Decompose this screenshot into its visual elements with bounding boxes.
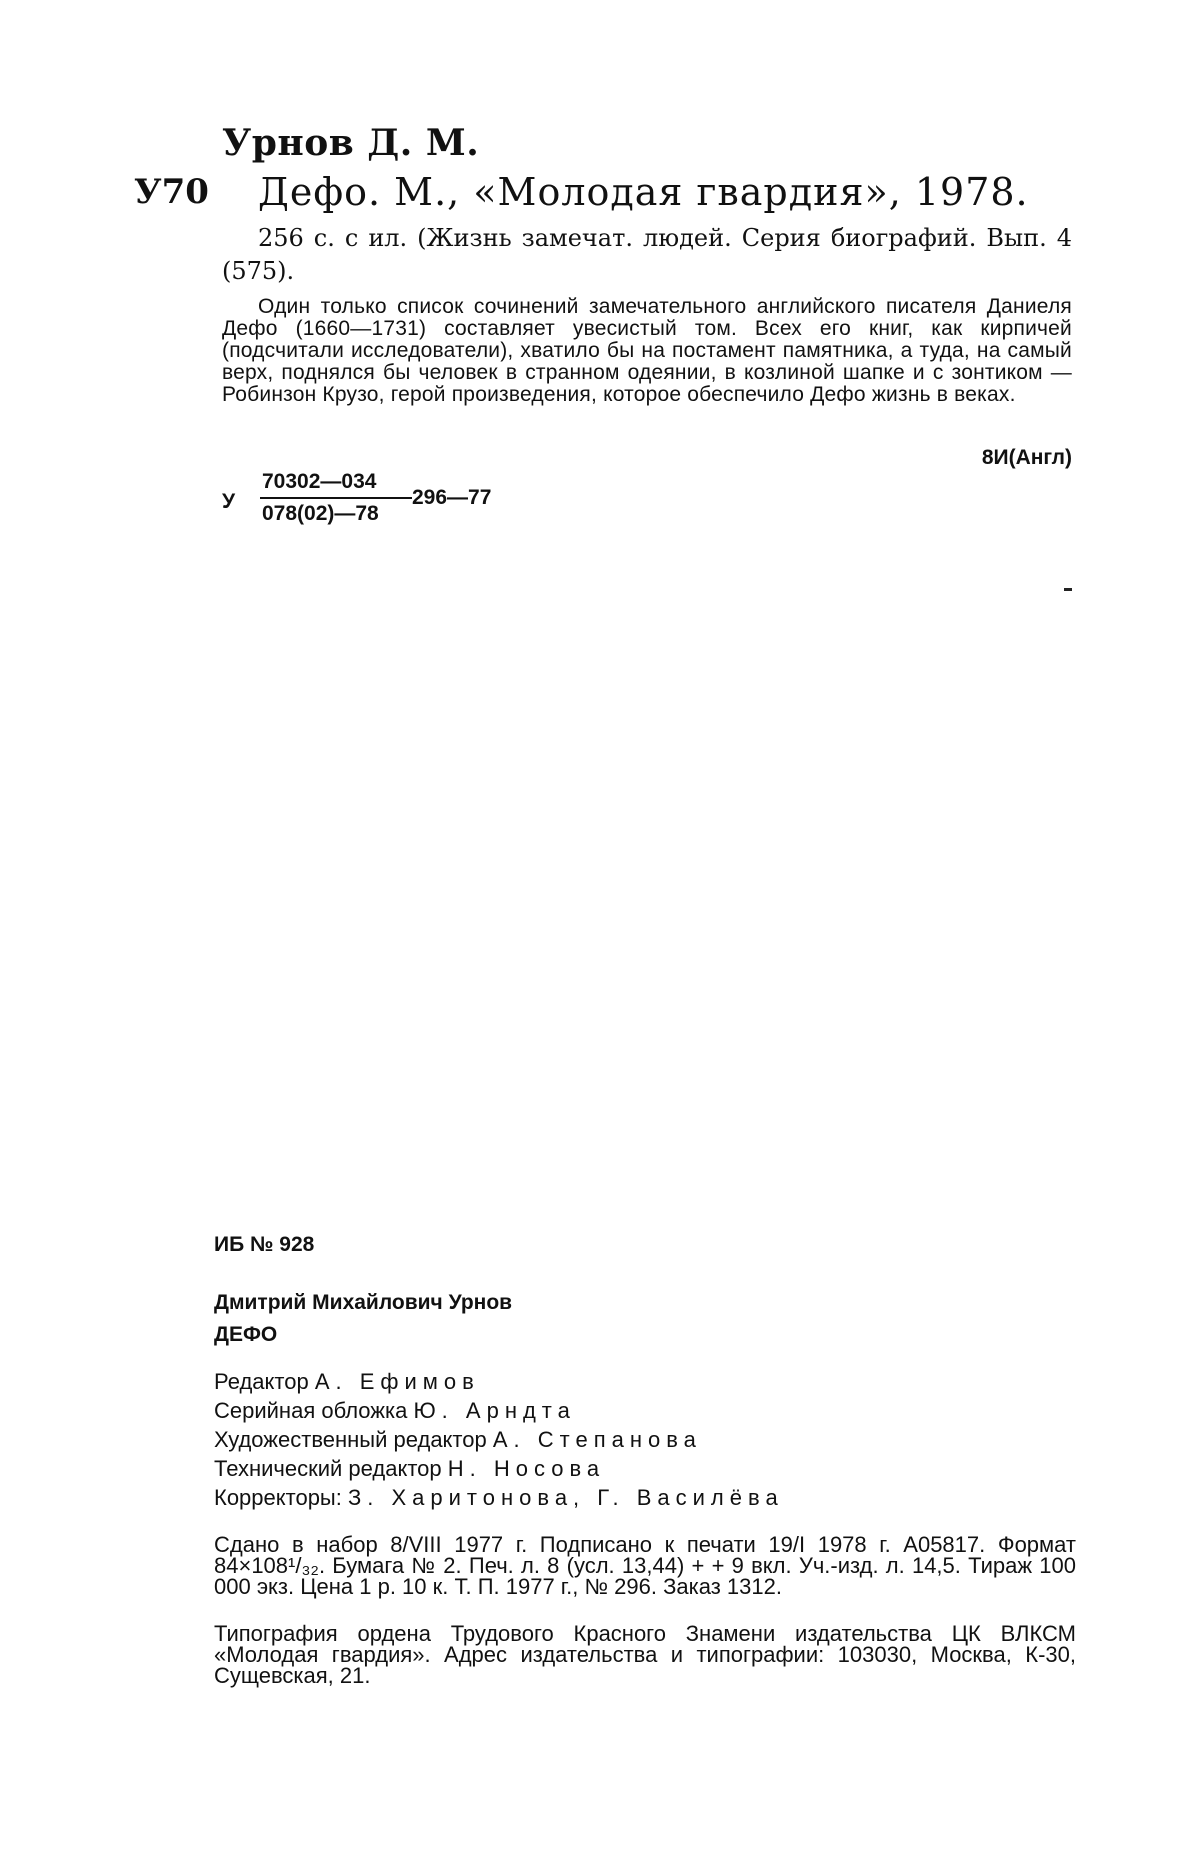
publication-data: Сдано в набор 8/VIII 1977 г. Подписано к печати 19/I 1978 г. А05817. Формат 84×108¹/₃₂. Бумага № 2. Печ. л. 8 (усл. 13,44) + + 9 вкл. Уч.-изд. л. 14,5. Тираж 100 000 экз. Цена 1 р. 10 к. Т. П. 1977 г., № 296. Заказ 1312. bbox=[214, 1532, 1076, 1599]
credit-role: Серийная обложка bbox=[214, 1398, 408, 1423]
credit-person: А. Ефимов bbox=[314, 1369, 480, 1394]
credit-line-tech-editor bbox=[214, 1454, 1076, 1483]
credit-role: Корректоры: bbox=[214, 1485, 342, 1510]
credit-line-editor bbox=[214, 1367, 1076, 1396]
credit-role: Технический редактор bbox=[214, 1456, 442, 1481]
print-mark bbox=[1064, 588, 1072, 591]
call-number: У70 bbox=[134, 172, 209, 212]
fraction-numerator: 70302—034 bbox=[262, 470, 377, 493]
author-heading: Урнов Д. М. bbox=[222, 122, 480, 164]
credit-person: Н. Носова bbox=[447, 1456, 606, 1481]
fraction-tail: 296—77 bbox=[412, 486, 492, 509]
printer-info: Типография ордена Трудового Красного Знамени издательства ЦК ВЛКСМ «Молодая гвардия». Адрес издательства и типографии: 103030, Москва, К-30, Сущевская, 21. bbox=[214, 1621, 1076, 1688]
classification-code: 8И(Англ) bbox=[981, 446, 1072, 469]
credit-person: Ю. Арндта bbox=[413, 1398, 576, 1423]
credit-person: З. Харитонова, Г. Василёва bbox=[347, 1485, 784, 1510]
book-title: ДЕФО bbox=[214, 1323, 278, 1346]
author-full-name: Дмитрий Михайлович Урнов bbox=[214, 1291, 513, 1314]
credit-line-art-editor bbox=[214, 1425, 1076, 1454]
credit-line-cover bbox=[214, 1396, 1076, 1425]
credit-line-proofreaders bbox=[214, 1483, 1076, 1512]
credit-role: Художественный редактор bbox=[214, 1427, 487, 1452]
credit-role: Редактор bbox=[214, 1369, 309, 1394]
abstract-paragraph: Один только список сочинений замечательного английского писателя Даниеля Дефо (1660—1731) составляет увесистый том. Всех его книг, как кирпичей (подсчитали исследователи), хватило бы на постамент памятника, а туда, на самый верх, поднялся бы человек в странном одеянии, в козлиной шапке и с зонтиком — Робинзон Крузо, герой произведения, которое обеспечило Дефо жизнь в веках. bbox=[222, 295, 1072, 406]
credit-person: А. Степанова bbox=[492, 1427, 702, 1452]
fraction-denominator: 078(02)—78 bbox=[262, 502, 379, 525]
title-line: Дефо. М., «Молодая гвардия», 1978. bbox=[258, 170, 1029, 214]
fraction-letter: У bbox=[222, 490, 236, 513]
imprint-section bbox=[214, 1233, 1076, 1686]
ib-number: ИБ № 928 bbox=[214, 1233, 315, 1256]
fraction-bar bbox=[260, 497, 412, 499]
physical-description: 256 с. с ил. (Жизнь замечат. людей. Серия биографий. Вып. 4 (575). bbox=[222, 224, 1072, 285]
